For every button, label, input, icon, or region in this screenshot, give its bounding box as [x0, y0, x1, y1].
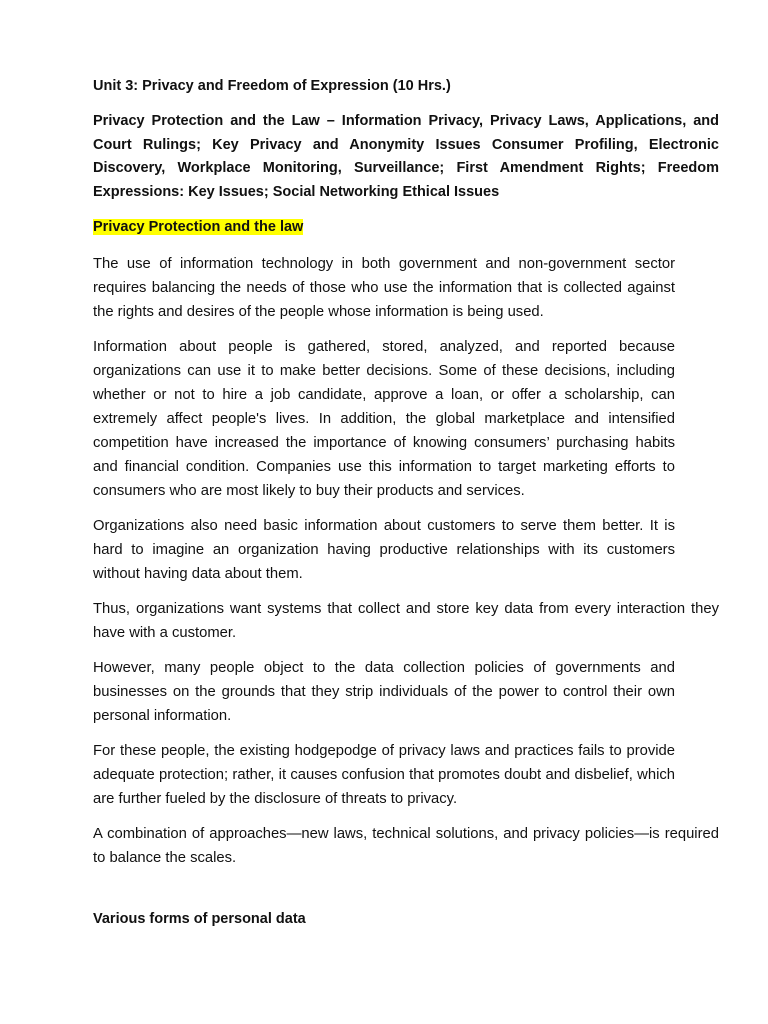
highlighted-heading-text: Privacy Protection and the law [93, 219, 304, 235]
paragraph-4: Thus, organizations want systems that collect and store key data from every interaction they have with a customer. [93, 601, 719, 641]
section-heading [93, 216, 719, 238]
paragraph-3: Organizations also need basic information about customers to serve them better. It is hard to imagine an organization having productive relationships with its customers without having data about them. [93, 518, 675, 582]
paragraph-7: A combination of approaches—new laws, technical solutions, and privacy policies—is required to balance the scales. [93, 826, 719, 866]
paragraph-6: For these people, the existing hodgepodge of privacy laws and practices fails to provide adequate protection; rather, it causes confusion that promotes doubt and disbelief, which are further fueled by the disclosure of threats to privacy. [93, 743, 675, 807]
paragraph-1: The use of information technology in both government and non-government sector requires balancing the needs of those who use the information that is collected against the rights and desires of the people whose information is being used. [93, 256, 675, 320]
document-body [93, 76, 719, 930]
unit-topics: Privacy Protection and the Law – Information Privacy, Privacy Laws, Applications, and Court Rulings; Key Privacy and Anonymity Issues Consumer Profiling, Electronic Discovery, Workplace Monitoring, Surveillance; First Amendment Rights; Freedom Expressions: Key Issues; Social Networking Ethical Issues [93, 113, 719, 200]
subsection-heading: Various forms of personal data [93, 911, 306, 927]
unit-title: Unit 3: Privacy and Freedom of Expression (10 Hrs.) [93, 78, 451, 94]
paragraph-2: Information about people is gathered, stored, analyzed, and reported because organizations can use it to make better decisions. Some of these decisions, including whether or not to hire a job candidate, approve a loan, or offer a scholarship, can extremely affect people's lives. In addition, the global marketplace and intensified competition have increased the importance of knowing consumers’ purchasing habits and financial condition. Companies use this information to target marketing efforts to consumers who are most likely to buy their products and services. [93, 339, 675, 499]
paragraph-5: However, many people object to the data collection policies of governments and businesses on the grounds that they strip individuals of the power to control their own personal information. [93, 660, 675, 724]
